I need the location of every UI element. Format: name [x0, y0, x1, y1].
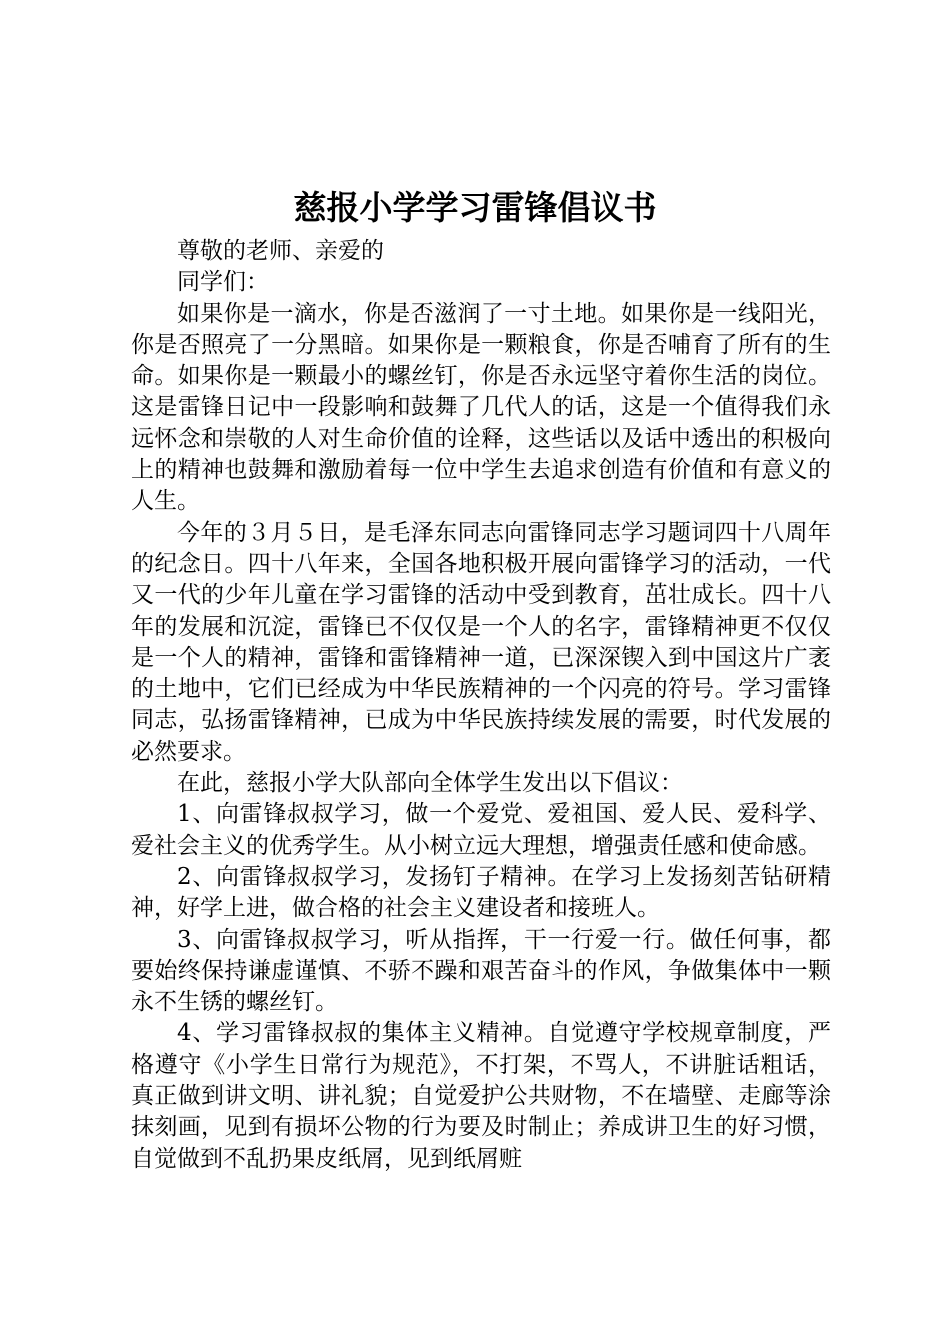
proposal-item-2: 2、向雷锋叔叔学习，发扬钉子精神。在学习上发扬刻苦钻研精神，好学上进，做合格的社会主义建设者和接班人。: [131, 863, 831, 922]
paragraph-proposal-lead: 在此，慈报小学大队部向全体学生发出以下倡议：: [177, 770, 683, 797]
salutation-line-1: 尊敬的老师、亲爱的: [177, 238, 384, 264]
proposal-item-1: 1、向雷锋叔叔学习，做一个爱党、爱祖国、爱人民、爱科学、爱社会主义的优秀学生。从小树立远大理想，增强责任感和使命感。: [131, 801, 831, 859]
paragraph-intro: 如果你是一滴水，你是否滋润了一寸土地。如果你是一线阳光，你是否照亮了一分黑暗。如果你是一颗粮食，你是否哺育了所有的生命。如果你是一颗最小的螺丝钉，你是否永远坚守着你生活的岗位。这是雷锋日记中一段影响和鼓舞了几代人的话，这是一个值得我们永远怀念和崇敬的人对生命价值的诠释，这些话以及话中透出的积极向上的精神也鼓舞和激励着每一位中学生去追求创造有价值和有意义的人生。: [131, 300, 831, 515]
salutation-line-2: 同学们：: [177, 269, 269, 296]
document-body: [131, 236, 831, 1175]
paragraph-anniversary: 今年的３月５日，是毛泽东同志向雷锋同志学习题词四十八周年的纪念日。四十八年来，全国各地积极开展向雷锋学习的活动，一代又一代的少年儿童在学习雷锋的活动中受到教育，茁壮成长。四十八年的发展和沉淀，雷锋已不仅仅是一个人的名字，雷锋精神更不仅仅是一个人的精神，雷锋和雷锋精神一道，已深深锲入到中国这片广袤的土地中，它们已经成为中华民族精神的一个闪亮的符号。学习雷锋同志，弘扬雷锋精神，已成为中华民族持续发展的需要，时代发展的必然要求。: [131, 519, 831, 765]
proposal-item-4: 4、学习雷锋叔叔的集体主义精神。自觉遵守学校规章制度，严格遵守《小学生日常行为规范》，不打架，不骂人，不讲脏话粗话，真正做到讲文明、讲礼貌；自觉爱护公共财物，不在墙壁、走廊等涂抹刻画，见到有损坏公物的行为要及时制止；养成讲卫生的好习惯，自觉做到不乱扔果皮纸屑，见到纸屑赃: [131, 1020, 831, 1172]
proposal-item-3: 3、向雷锋叔叔学习，听从指挥，干一行爱一行。做任何事，都要始终保持谦虚谨慎、不骄不躁和艰苦奋斗的作风，争做集体中一颗永不生锈的螺丝钉。: [131, 926, 831, 1016]
document-title: 慈报小学学习雷锋倡议书: [293, 188, 657, 227]
